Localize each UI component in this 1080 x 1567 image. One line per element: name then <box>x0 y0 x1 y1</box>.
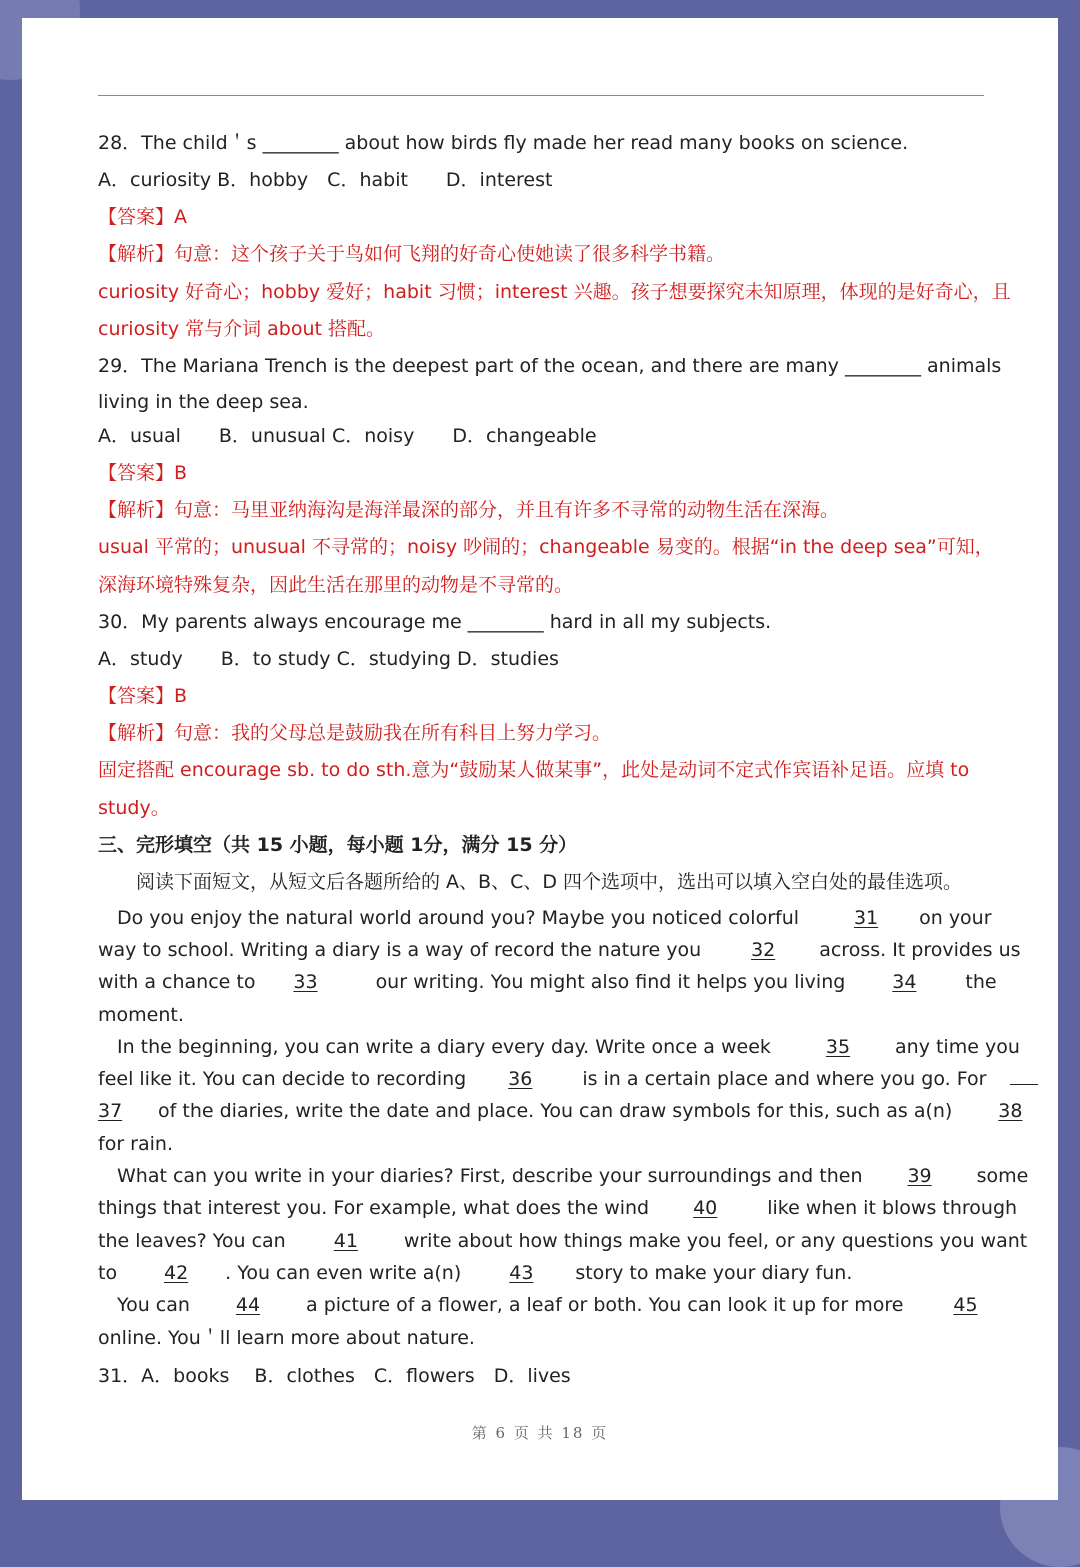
passage-line: for rain. <box>98 1133 173 1155</box>
blank-40[interactable]: 40 <box>693 1197 718 1219</box>
question-29-analysis: usual 平常的；unusual 不寻常的；noisy 吵闹的；changeable 易变的。根据“in the deep sea”可知， <box>98 536 994 558</box>
question-28-analysis: 【解析】句意：这个孩子关于鸟如何飞翔的好奇心使她读了很多科学书籍。 <box>98 243 726 265</box>
question-29-analysis: 深海环境特殊复杂，因此生活在那里的动物是不寻常的。 <box>98 574 574 596</box>
passage-text: things that interest you. For example, what does the wind <box>98 1197 650 1219</box>
blank-35[interactable]: 35 <box>825 1036 851 1058</box>
passage-text: on your <box>919 907 992 929</box>
passage-text: our writing. You might also find it helps you living <box>375 971 846 993</box>
question-30-analysis: 【解析】句意：我的父母总是鼓励我在所有科目上努力学习。 <box>98 722 612 744</box>
passage-line <box>117 906 992 930</box>
question-29-answer: 【答案】B <box>98 462 188 484</box>
passage-text: across. It provides us <box>819 939 1021 961</box>
passage-text: some <box>976 1165 1029 1187</box>
passage-text: is in a certain place and where you go. For <box>582 1068 987 1090</box>
blank-38[interactable]: 38 <box>998 1100 1023 1122</box>
passage-text: write about how things make you feel, or any questions you want <box>403 1230 1028 1252</box>
question-30-stem: 30．My parents always encourage me ________ hard in all my subjects. <box>98 611 772 633</box>
question-30-analysis: 固定搭配 encourage sb. to do sth.意为“鼓励某人做某事”，此处是动词不定式作宾语补足语。应填 to <box>98 759 970 781</box>
passage-text: You can <box>117 1294 190 1316</box>
blank-34[interactable]: 34 <box>892 971 917 993</box>
passage-line <box>98 938 1021 962</box>
passage-text: story to make your diary fun. <box>575 1262 853 1284</box>
passage-text: What can you write in your diaries? First, describe your surroundings and then <box>117 1165 863 1187</box>
passage-text: the <box>965 971 997 993</box>
passage-line: moment. <box>98 1004 184 1026</box>
passage-text: to <box>98 1262 118 1284</box>
passage-line <box>117 1164 1028 1188</box>
passage-text: like when it blows through <box>767 1197 1018 1219</box>
section-instruction: 阅读下面短文，从短文后各题所给的 A、B、C、D 四个选项中，选出可以填入空白处的最佳选项。 <box>136 871 963 893</box>
question-29-stem: living in the deep sea. <box>98 391 309 413</box>
blank-43[interactable]: 43 <box>509 1262 534 1284</box>
passage-text: In the beginning, you can write a diary every day. Write once a week <box>117 1036 771 1058</box>
question-31: 31．A．books B．clothes C．flowers D．lives <box>98 1365 571 1387</box>
blank-31[interactable]: 31 <box>853 907 879 929</box>
question-28-answer: 【答案】A <box>98 206 187 228</box>
blank-32[interactable]: 32 <box>751 939 776 961</box>
passage-text: with a chance to <box>98 971 256 993</box>
passage-line: online. You＇ll learn more about nature. <box>98 1327 475 1349</box>
question-30-options: A．study B．to study C．studying D．studies <box>98 648 559 670</box>
blank-45[interactable]: 45 <box>953 1294 978 1316</box>
blank-41[interactable]: 41 <box>333 1230 358 1252</box>
question-29-stem: 29．The Mariana Trench is the deepest part of the ocean, and there are many ________ animals <box>98 355 1002 377</box>
passage-text: the leaves? You can <box>98 1230 286 1252</box>
blank-33[interactable]: 33 <box>293 971 318 993</box>
question-29-analysis: 【解析】句意：马里亚纳海沟是海洋最深的部分，并且有许多不寻常的动物生活在深海。 <box>98 499 840 521</box>
passage-text: feel like it. You can decide to recording <box>98 1068 467 1090</box>
passage-text: of the diaries, write the date and place. You can draw symbols for this, such as a(n) <box>158 1100 953 1122</box>
blank-36[interactable]: 36 <box>508 1068 533 1090</box>
passage-line <box>98 1261 852 1285</box>
section-title: 三、完形填空（共 15 小题，每小题 1分，满分 15 分） <box>98 834 578 856</box>
blank-underline <box>1010 1068 1038 1085</box>
document-page <box>22 18 1058 1500</box>
passage-line <box>98 1067 1038 1091</box>
page-footer: 第 6 页 共 18 页 <box>471 1424 609 1442</box>
passage-text: . You can even write a(n) <box>225 1262 462 1284</box>
question-30-analysis: study。 <box>98 797 170 819</box>
passage-line <box>98 1229 1027 1253</box>
passage-text: way to school. Writing a diary is a way of record the nature you <box>98 939 702 961</box>
passage-text: Do you enjoy the natural world around you? Maybe you noticed colorful <box>117 907 800 929</box>
passage-text: any time you <box>895 1036 1020 1058</box>
passage-text: a picture of a flower, a leaf or both. You can look it up for more <box>306 1294 904 1316</box>
question-28-stem: 28．The child＇s ________ about how birds fly made her read many books on science. <box>98 132 909 154</box>
question-28-analysis: curiosity 好奇心；hobby 爱好；habit 习惯；interest 兴趣。孩子想要探究未知原理，体现的是好奇心，且 <box>98 281 1011 303</box>
question-28-analysis: curiosity 常与介词 about 搭配。 <box>98 318 386 340</box>
blank-42[interactable]: 42 <box>164 1262 189 1284</box>
question-28-options: A．curiosity B．hobby C．habit D．interest <box>98 169 553 191</box>
passage-line <box>98 1099 1038 1123</box>
passage-line <box>117 1293 997 1317</box>
question-30-answer: 【答案】B <box>98 685 188 707</box>
blank-37[interactable]: 37 <box>98 1100 123 1122</box>
question-29-options: A．usual B．unusual C．noisy D．changeable <box>98 425 597 447</box>
blank-39[interactable]: 39 <box>907 1165 932 1187</box>
passage-line <box>98 970 997 994</box>
blank-44[interactable]: 44 <box>235 1294 261 1316</box>
passage-line <box>117 1035 1020 1059</box>
header-rule <box>98 95 984 96</box>
passage-line <box>98 1196 1017 1220</box>
